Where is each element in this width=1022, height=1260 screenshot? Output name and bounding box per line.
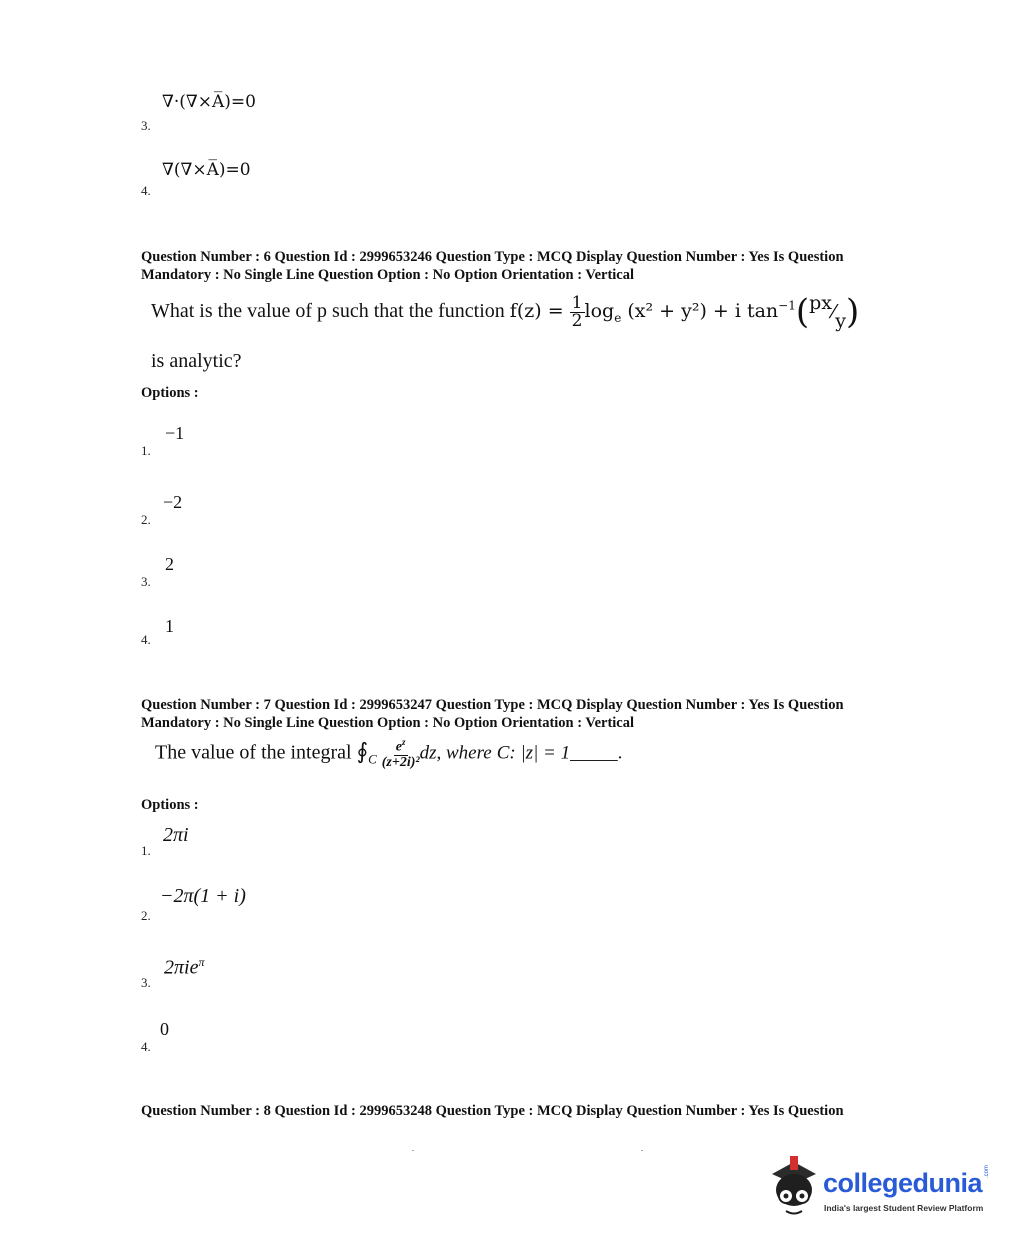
q7-question: [155, 738, 622, 770]
prev-option-3-number: 3.: [141, 118, 151, 133]
prev-option-4-formula: ∇(∇×A̅)=0: [162, 160, 251, 180]
q7-integral-contour: C: [368, 751, 377, 767]
q6-option-1-value[interactable]: −1: [165, 423, 185, 443]
q7-option-4-value[interactable]: 0: [160, 1019, 169, 1039]
q6-formula-lhs: f(z) =: [509, 300, 564, 322]
q6-option-3-number: 3.: [141, 574, 151, 589]
q7-option-3-number: 3.: [141, 975, 151, 990]
q7-option-3-exponent: π: [198, 955, 205, 969]
q7-option-1-value[interactable]: 2πi: [163, 824, 189, 846]
page-mark-left: [412, 1150, 414, 1151]
collegedunia-tagline: India's largest Student Review Platform: [824, 1203, 984, 1213]
q6-text-prefix: What is the value of p such that the function: [151, 300, 505, 322]
page-mark-right: [641, 1150, 643, 1151]
q7-condition: C: |z| = 1: [496, 742, 571, 764]
q6-meta: [141, 248, 911, 284]
q7-text-prefix: The value of the integral: [155, 741, 352, 764]
q6-option-4-number: 4.: [141, 632, 151, 647]
q7-option-3[interactable]: [164, 955, 204, 980]
q7-meta-line1: Question Number : 7 Question Id : 2999653247 Question Type : MCQ Display Question Number : Yes Is Question: [141, 697, 844, 713]
prev-option-4-number: 4.: [141, 183, 151, 198]
q7-integral-symbol: ∮: [356, 739, 369, 765]
q6-log: log: [584, 300, 615, 322]
q6-px: px: [809, 292, 833, 314]
q6-option-3-value[interactable]: 2: [165, 554, 174, 574]
q6-log-base: e: [614, 310, 622, 325]
prev-option-3-formula: ∇·(∇×A̅)=0: [162, 92, 256, 112]
q6-arctan-exp: −1: [778, 298, 796, 313]
q7-meta: [141, 696, 911, 732]
q8-meta-line1: Question Number : 8 Question Id : 2999653248 Question Type : MCQ Display Question Number : Yes Is Question: [141, 1103, 844, 1119]
q7-integrand-fraction: $\frac{e^z}{\text{(z+2i)²}}$: [381, 737, 420, 770]
q6-option-2-number: 2.: [141, 512, 151, 527]
q7-text-mid: dz, where: [419, 742, 492, 764]
q6-option-4-value[interactable]: 1: [165, 616, 174, 636]
q6-option-1-number: 1.: [141, 443, 151, 458]
q6-text-suffix: is analytic?: [151, 350, 242, 372]
collegedunia-wordmark: collegedunia: [823, 1168, 983, 1198]
q7-option-4-number: 4.: [141, 1039, 151, 1054]
q7-option-2-value[interactable]: −2π(1 + i): [160, 885, 246, 907]
q6-meta-line2: Mandatory : No Single Line Question Option : No Option Orientation : Vertical: [141, 267, 635, 283]
q7-option-2-number: 2.: [141, 908, 151, 923]
q6-half-fraction: $\frac{1}{2}$: [571, 292, 583, 331]
q7-option-3-value: 2πie: [164, 956, 199, 979]
collegedunia-domain: .com: [984, 1164, 990, 1178]
q6-left-paren: (: [795, 292, 810, 332]
q7-option-1-number: 1.: [141, 843, 151, 858]
collegedunia-mascot-icon: [764, 1154, 824, 1220]
q7-blank: _____.: [570, 742, 623, 764]
q6-options-label: Options :: [141, 385, 199, 401]
q6-right-paren: ): [845, 292, 860, 332]
q6-option-2-value[interactable]: −2: [163, 492, 183, 512]
q6-meta-line1: Question Number : 6 Question Id : 2999653246 Question Type : MCQ Display Question Number : Yes Is Question: [141, 249, 844, 265]
q6-formula-tail: (x² + y²) + i tan: [627, 300, 779, 322]
q7-options-label: Options :: [141, 797, 199, 813]
q6-y: y: [835, 310, 846, 332]
q7-meta-line2: Mandatory : No Single Line Question Option : No Option Orientation : Vertical: [141, 715, 635, 731]
q8-meta: [141, 1102, 911, 1120]
q6-question: What is the value of p such that the function f(z) = $\frac{1}{2}$ $\log_e (x^2 + y^2) + i$ $\tan^{-1}(px⁄y)$: [151, 292, 860, 332]
